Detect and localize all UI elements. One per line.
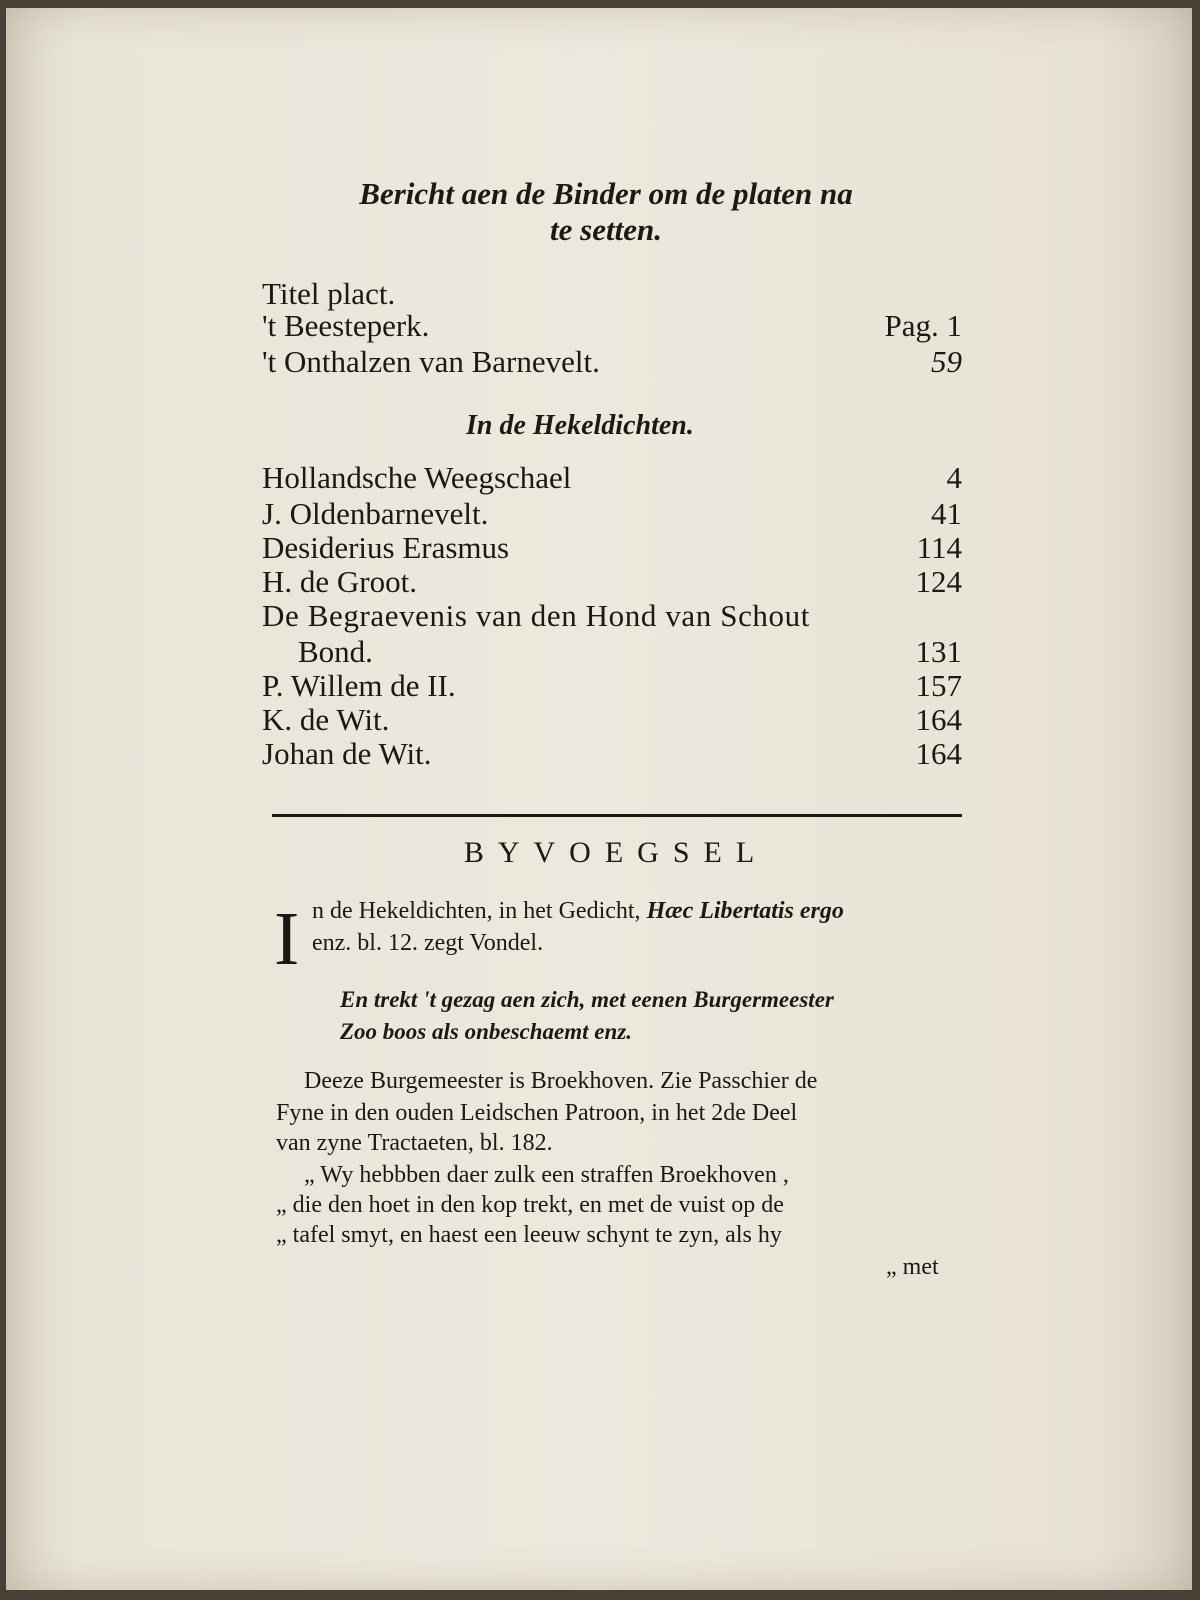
hekeldicht-entry <box>262 736 962 772</box>
body-line: „ Wy hebbben daer zulk een straffen Broekhoven , <box>304 1162 789 1188</box>
hekeldicht-entry <box>262 530 962 566</box>
hekeldicht-entry <box>262 496 962 532</box>
entry-page: 131 <box>915 634 962 669</box>
entry-title: Johan de Wit. <box>262 736 432 771</box>
body-line: „ tafel smyt, en haest een leeuw schynt te zyn, als hy <box>276 1222 782 1248</box>
intro-line-2: enz. bl. 12. zegt Vondel. <box>312 930 544 956</box>
book-page <box>6 8 1192 1590</box>
body-line: Fyne in den ouden Leidschen Patroon, in het 2de Deel <box>276 1100 798 1126</box>
plate-page: 59 <box>931 344 962 379</box>
entry-title: De Begraevenis van den Hond van Schout <box>262 598 810 633</box>
hekeldicht-entry <box>262 564 962 600</box>
plate-title: 't Beesteperk. <box>262 308 430 343</box>
plate-entry <box>262 308 962 344</box>
body-line: „ die den hoet in den kop trekt, en met de vuist op de <box>276 1192 784 1218</box>
entry-page: 4 <box>946 460 962 495</box>
plate-title: 't Onthalzen van Barnevelt. <box>262 344 600 379</box>
entry-page: 114 <box>916 530 962 565</box>
entry-page: 157 <box>915 668 962 703</box>
entry-title: Bond. <box>298 634 373 669</box>
entry-title: Hollandsche Weegschael <box>262 460 572 495</box>
section-subheading: In de Hekeldichten. <box>466 410 694 441</box>
quote-line-2: Zoo boos als onbeschaemt enz. <box>340 1019 632 1044</box>
entry-title: P. Willem de II. <box>262 668 456 703</box>
hekeldicht-entry <box>262 668 962 704</box>
plate-entry <box>262 276 962 312</box>
intro-text: n de Hekeldichten, in het Gedicht, <box>312 898 647 924</box>
heading-line-1: Bericht aen de Binder om de platen na <box>359 176 853 211</box>
byvoegsel-title: BYVOEGSEL <box>463 836 769 869</box>
quote-line-1: En trekt 't gezag aen zich, met eenen Burgermeester <box>340 987 834 1012</box>
page-heading <box>326 176 886 248</box>
hekeldicht-entry <box>262 634 962 670</box>
latin-title: Hæc Libertatis ergo <box>646 898 844 924</box>
intro-line-1 <box>312 896 844 927</box>
catchword: „ met <box>886 1254 939 1280</box>
plate-entry <box>262 344 962 380</box>
entry-title: J. Oldenbarnevelt. <box>262 496 489 531</box>
body-line: Deeze Burgemeester is Broekhoven. Zie Passchier de <box>304 1068 818 1094</box>
drop-cap: I <box>274 897 300 981</box>
body-line: van zyne Tractaeten, bl. 182. <box>276 1130 553 1156</box>
entry-page: 164 <box>915 702 962 737</box>
entry-title: Desiderius Erasmus <box>262 530 510 565</box>
entry-page: 41 <box>931 496 962 531</box>
entry-title: H. de Groot. <box>262 564 417 599</box>
plate-page: Pag. 1 <box>884 308 962 343</box>
entry-title: K. de Wit. <box>262 702 390 737</box>
entry-page: 124 <box>915 564 962 599</box>
heading-line-2: te setten. <box>550 212 662 247</box>
hekeldicht-entry <box>262 598 962 634</box>
entry-page: 164 <box>915 736 962 771</box>
hekeldicht-entry <box>262 702 962 738</box>
plate-title: Titel plact. <box>262 276 396 311</box>
divider-rule <box>272 814 962 817</box>
hekeldicht-entry <box>262 460 962 496</box>
